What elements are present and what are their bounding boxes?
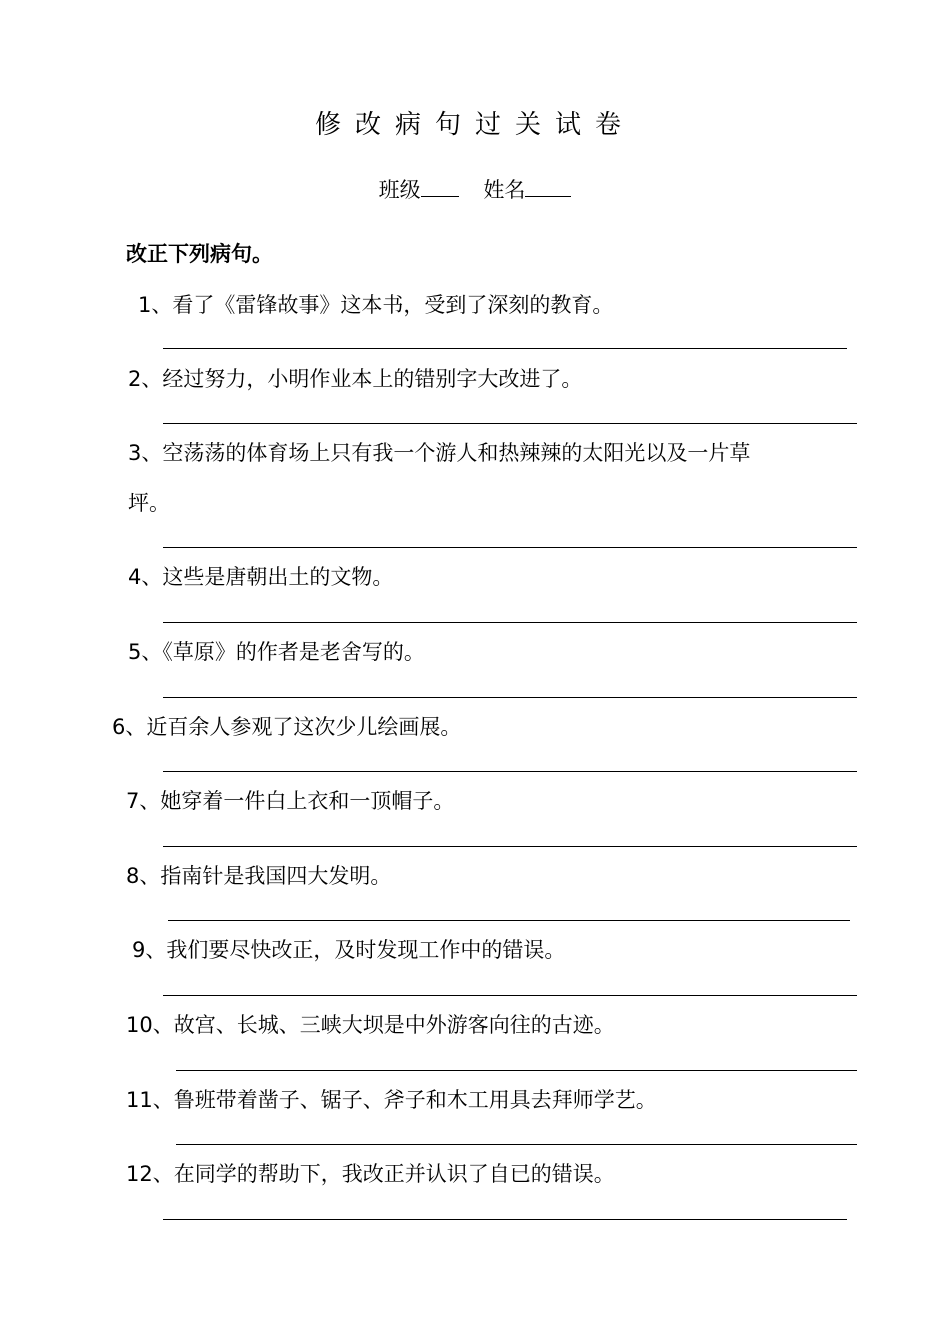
student-info xyxy=(0,174,950,204)
answer-line-4[interactable] xyxy=(163,622,857,623)
question-4: 4、这些是唐朝出土的文物。 xyxy=(128,565,394,589)
answer-line-8[interactable] xyxy=(168,920,850,921)
question-7: 7、她穿着一件白上衣和一顶帽子。 xyxy=(126,789,455,813)
question-8: 8、指南针是我国四大发明。 xyxy=(126,864,392,888)
name-blank[interactable] xyxy=(525,178,571,197)
answer-line-9[interactable] xyxy=(163,995,857,996)
answer-line-12[interactable] xyxy=(163,1219,847,1220)
answer-line-10[interactable] xyxy=(176,1070,857,1071)
class-label: 班级 xyxy=(378,178,421,202)
question-1: 1、看了《雷锋故事》这本书，受到了深刻的教育。 xyxy=(138,293,614,317)
instruction: 改正下列病句。 xyxy=(126,242,273,266)
answer-line-2[interactable] xyxy=(163,423,857,424)
question-3: 3、空荡荡的体育场上只有我一个游人和热辣辣的太阳光以及一片草 xyxy=(128,441,751,465)
question-12: 12、在同学的帮助下，我改正并认识了自已的错误。 xyxy=(126,1162,615,1186)
page-title: 修改病句过关试卷 xyxy=(314,110,635,140)
answer-line-1[interactable] xyxy=(163,348,847,349)
answer-line-7[interactable] xyxy=(163,846,857,847)
question-6: 6、近百余人参观了这次少儿绘画展。 xyxy=(112,715,462,739)
class-blank[interactable] xyxy=(421,178,459,197)
answer-line-5[interactable] xyxy=(163,697,857,698)
question-9: 9、我们要尽快改正，及时发现工作中的错误。 xyxy=(132,938,566,962)
name-label: 姓名 xyxy=(483,178,526,202)
answer-line-11[interactable] xyxy=(176,1144,857,1145)
question-11: 11、鲁班带着凿子、锯子、斧子和木工用具去拜师学艺。 xyxy=(126,1088,657,1112)
answer-line-6[interactable] xyxy=(163,771,857,772)
question-5: 5、《草原》的作者是老舍写的。 xyxy=(128,640,425,664)
question-2: 2、经过努力，小明作业本上的错别字大改进了。 xyxy=(128,367,583,391)
answer-line-3[interactable] xyxy=(163,547,857,548)
question-3-continued: 坪。 xyxy=(128,491,170,515)
question-10: 10、故宫、长城、三峡大坝是中外游客向往的古迹。 xyxy=(126,1013,615,1037)
